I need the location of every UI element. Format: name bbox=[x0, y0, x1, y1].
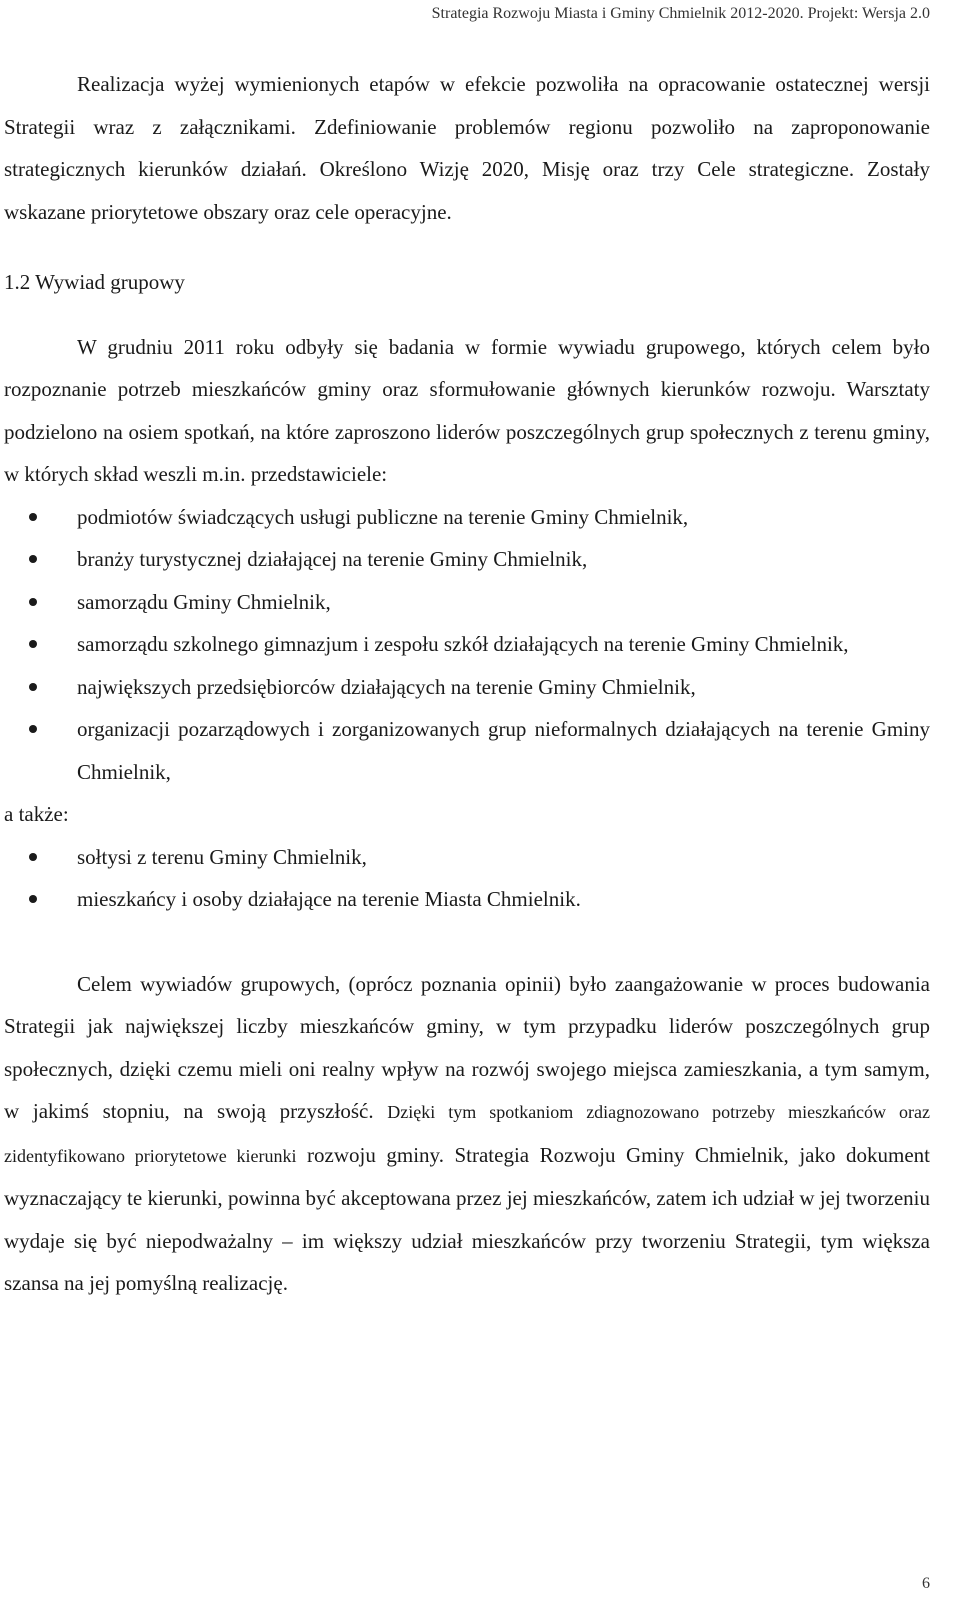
also-list bbox=[4, 836, 930, 921]
bullet-icon bbox=[29, 683, 37, 691]
intro-paragraph: Realizacja wyżej wymienionych etapów w efekcie pozwoliła na opracowanie ostatecznej wersji Strategii wraz z załącznikami. Zdefiniowanie problemów regionu pozwoliło na zaproponowanie strategicznych kierunków działań. Określono Wizję 2020, Misję oraz trzy Cele strategiczne. Zostały wskazane priorytetowe obszary oraz cele operacyjne. bbox=[4, 72, 930, 224]
list-item-text: organizacji pozarządowych i zorganizowanych grup nieformalnych działających na terenie Gminy Chmielnik, bbox=[77, 717, 930, 784]
also-label: a także: bbox=[4, 802, 69, 826]
list-item bbox=[4, 878, 930, 921]
bullet-icon bbox=[29, 853, 37, 861]
list-item-text: samorządu szkolnego gimnazjum i zespołu szkół działających na terenie Gminy Chmielnik, bbox=[77, 632, 849, 656]
list-item bbox=[4, 836, 930, 879]
list-item-text: mieszkańcy i osoby działające na terenie Miasta Chmielnik. bbox=[77, 887, 581, 911]
list-item bbox=[4, 666, 930, 709]
list-item bbox=[4, 581, 930, 624]
bullet-icon bbox=[29, 555, 37, 563]
section-gap bbox=[4, 304, 930, 326]
list-item bbox=[4, 708, 930, 793]
list-item-text: sołtysi z terenu Gminy Chmielnik, bbox=[77, 844, 367, 869]
closing-paragraph bbox=[4, 963, 930, 1305]
closing-text-part1: Celem wywiadów grupowych, (oprócz poznania opinii) było zaangażowanie w proces budowania Strategii jak największej liczby mieszkańców gminy, w tym przypadku liderów poszczególnych grup społecznych, dzięki czemu mieli oni realny wpływ na rozwój swojego miejsca zamieszkania, a tym samym, w jakimś stopniu, na swoją przyszłość. bbox=[4, 971, 930, 1123]
closing-text-part2: Dzięki tym spotkaniom zdiagnozowano potrzeby mieszkańców oraz zidentyfikowano priorytetowe kierunki bbox=[4, 1102, 930, 1166]
section-paragraph: W grudniu 2011 roku odbyły się badania w formie wywiadu grupowego, których celem było rozpoznanie potrzeb mieszkańców gminy oraz sformułowanie głównych kierunków rozwoju. Warsztaty podzielono na osiem spotkań, na które zaproszono liderów poszczególnych grup społecznych z terenu gminy, w których skład weszli m.in. przedstawiciele: bbox=[4, 334, 930, 486]
representatives-list bbox=[4, 496, 930, 794]
list-item bbox=[4, 623, 930, 666]
list-item-text: branży turystycznej działającej na terenie Gminy Chmielnik, bbox=[77, 547, 588, 571]
closing-text-part3: rozwoju gminy. Strategia Rozwoju Gminy Chmielnik, jako dokument wyznaczający te kierunki, powinna być akceptowana przez jej mieszkańców, zatem ich udział w jej tworzeniu wydaje się być niepodważalny – im większy udział mieszkańców przy tworzeniu Strategii, tym większa szansa na jej pomyślną realizację. bbox=[4, 1142, 931, 1295]
page-number: 6 bbox=[922, 1575, 930, 1592]
bullet-icon bbox=[29, 513, 37, 521]
list-item-text: podmiotów świadczących usługi publiczne na terenie Gminy Chmielnik, bbox=[77, 504, 689, 529]
list-item-text: samorządu Gminy Chmielnik, bbox=[77, 589, 331, 614]
list-item bbox=[4, 538, 930, 581]
bullet-icon bbox=[29, 895, 37, 903]
list-item bbox=[4, 496, 930, 539]
bullet-icon bbox=[29, 640, 37, 648]
running-header: Strategia Rozwoju Miasta i Gminy Chmielnik 2012-2020. Projekt: Wersja 2.0 bbox=[431, 5, 930, 22]
bullet-icon bbox=[29, 598, 37, 606]
list-item-text: największych przedsiębiorców działających na terenie Gminy Chmielnik, bbox=[77, 674, 696, 699]
bullet-icon bbox=[29, 725, 37, 733]
section-heading: 1.2 Wywiad grupowy bbox=[4, 270, 185, 294]
